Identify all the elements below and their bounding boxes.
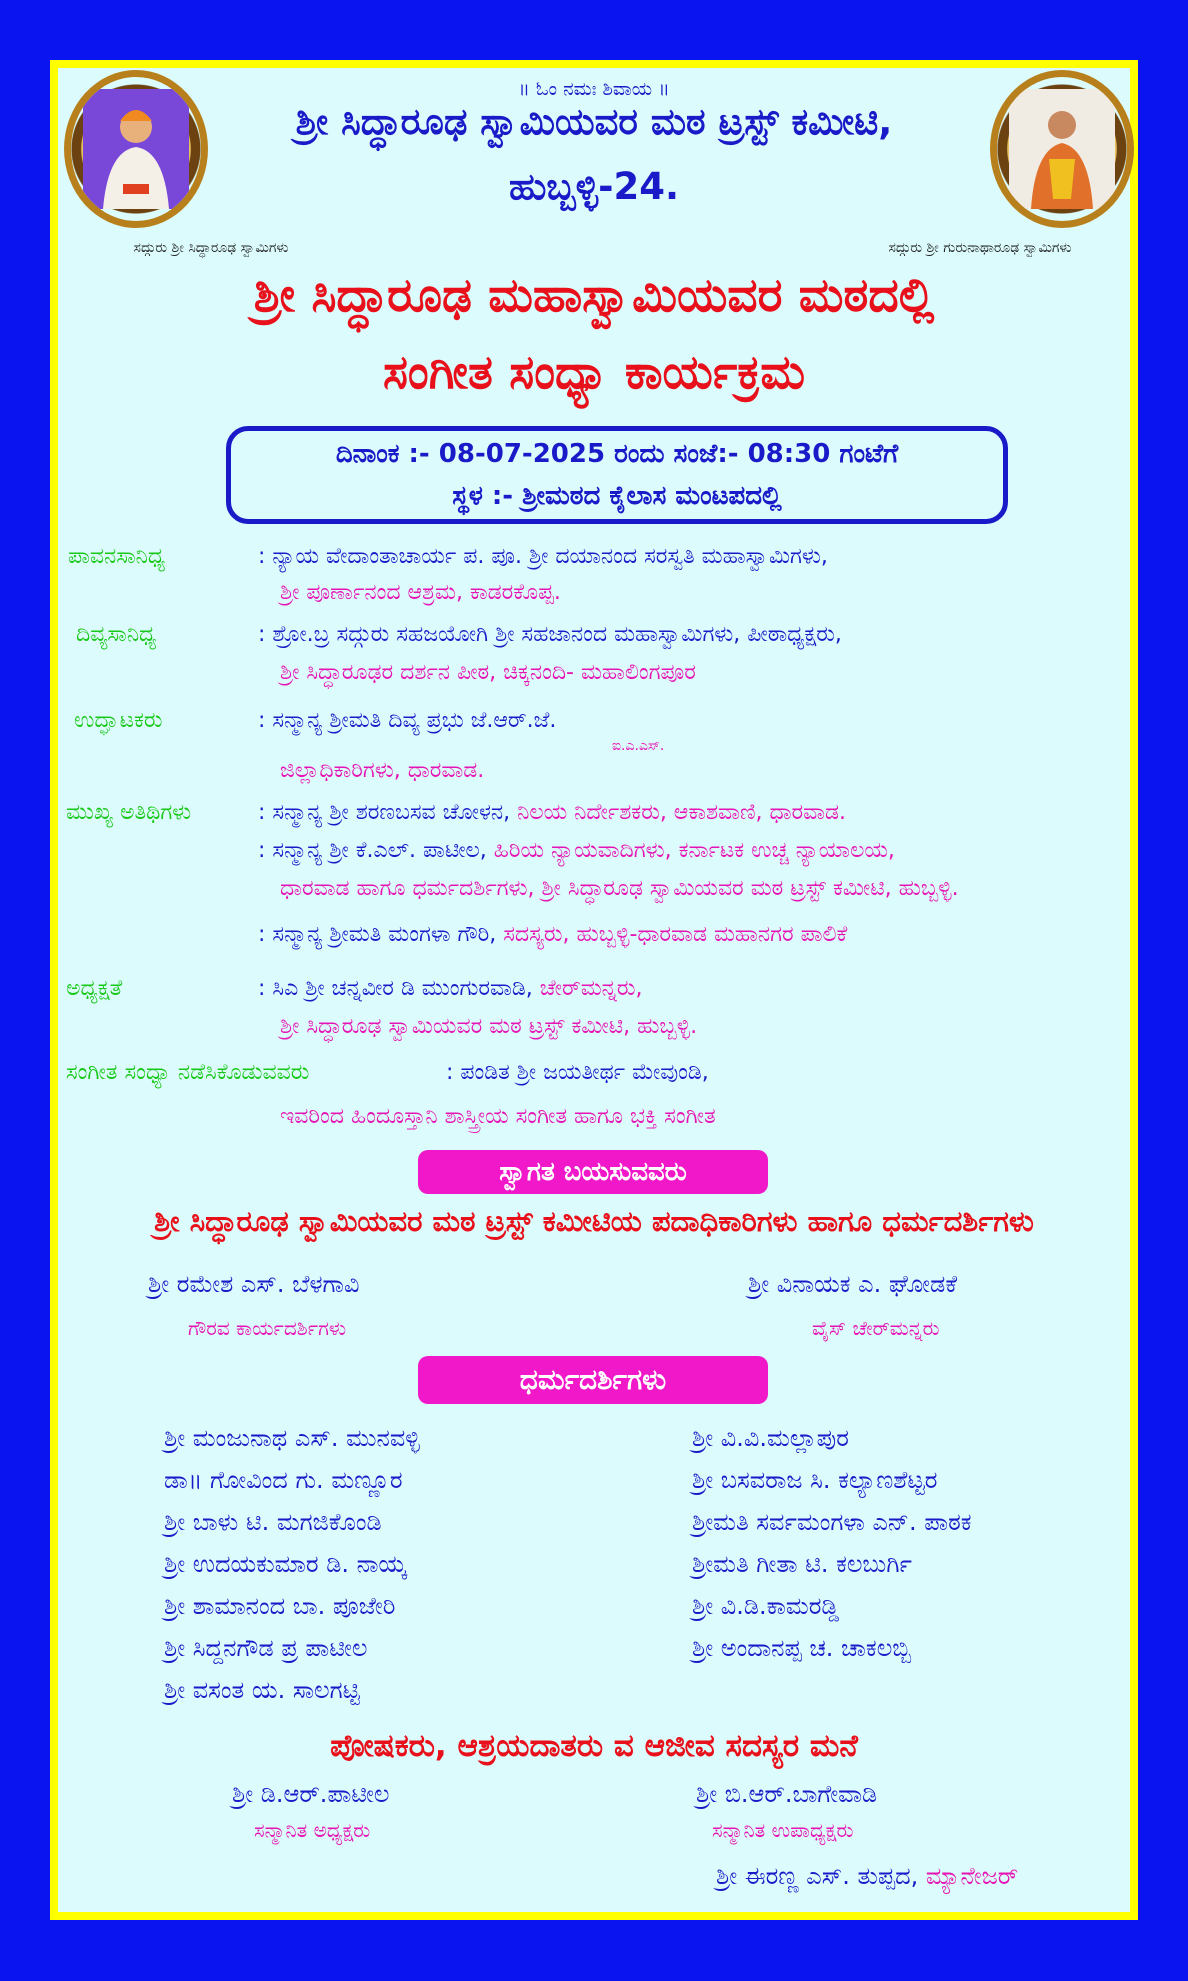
inaugurator-name: : ಸನ್ಮಾನ್ಯ ಶ್ರೀಮತಿ ದಿವ್ಯ ಪ್ರಭು ಜೆ.ಆರ್.ಜೆ. xyxy=(258,708,557,733)
chief-guest-1 xyxy=(258,800,846,825)
invocation: ॥ ಓಂ ನಮಃ ಶಿವಾಯ ॥ xyxy=(518,78,670,100)
right-portrait-figure xyxy=(1009,89,1115,209)
presidency-name: : ಸಿಎ ಶ್ರೀ ಚನ್ನವೀರ ಡಿ ಮುಂಗುರವಾಡಿ, xyxy=(258,976,533,1001)
welcome-right-role: ವೈಸ್ ಚೇರ್‌ಮನ್ನರು xyxy=(812,1316,940,1340)
left-portrait xyxy=(64,70,208,228)
performer-label: ಸಂಗೀತ ಸಂಧ್ಯಾ ನಡೆಸಿಕೊಡುವವರು xyxy=(66,1060,310,1085)
trustee-right-5: ಶ್ರೀ ವಿ.ಡಿ.ಕಾಮರಡ್ಡಿ xyxy=(692,1592,840,1620)
chief-guest-1-name: : ಸನ್ಮಾನ್ಯ ಶ್ರೀ ಶರಣಬಸವ ಚೋಳನ, xyxy=(258,800,511,825)
date-line: ದಿನಾಂಕ :- 08-07-2025 ರಂದು ಸಂಜೆ:- 08:30 ಗಂಟೆಗೆ xyxy=(335,439,899,469)
inaugurator-suffix: ಐ.ಎ.ಎಸ್. xyxy=(612,738,665,754)
patron-right-name: ಶ್ರೀ ಬಿ.ಆರ್.ಬಾಗೇವಾಡಿ xyxy=(696,1780,878,1808)
trustee-right-6: ಶ್ರೀ ಅಂದಾನಪ್ಪ ಚ. ಚಾಕಲಬ್ಬಿ xyxy=(692,1634,912,1662)
patron-right-role: ಸನ್ಮಾನಿತ ಉಪಾಧ್ಯಕ್ಷರು xyxy=(712,1818,854,1842)
place-line: ಸ್ಥಳ :- ಶ್ರೀಮಠದ ಕೈಲಾಸ ಮಂಟಪದಲ್ಲಿ xyxy=(452,481,782,511)
divya-place: ಶ್ರೀ ಸಿದ್ಧಾರೂಢರ ದರ್ಶನ ಪೀಠ, ಚಿಕ್ಕನಂದಿ- ಮಹಾಲಿಂಗಪೂರ xyxy=(280,660,696,685)
divya-label: ದಿವ್ಯಸಾನಿಧ್ಯ xyxy=(76,622,157,647)
right-portrait-caption: ಸದ್ಗುರು ಶ್ರೀ ಗುರುನಾಥಾರೂಢ ಸ್ವಾಮಿಗಳು xyxy=(888,240,1072,256)
patron-left-name: ಶ್ರೀ ಡಿ.ಆರ್.ಪಾಟೀಲ xyxy=(232,1780,390,1808)
welcome-pill: ಸ್ವಾಗತ ಬಯಸುವವರು xyxy=(418,1150,768,1194)
chief-guest-2-role: ಹಿರಿಯ ನ್ಯಾಯವಾದಿಗಳು, ಕರ್ನಾಟಕ ಉಚ್ಚ ನ್ಯಾಯಾಲಯ, xyxy=(486,838,895,863)
trustee-right-4: ಶ್ರೀಮತಿ ಗೀತಾ ಟಿ. ಕಲಬುರ್ಗಿ xyxy=(692,1550,912,1578)
chief-guests-label: ಮುಖ್ಯ ಅತಿಥಿಗಳು xyxy=(66,800,192,825)
trustee-left-2: ಡಾ॥ ಗೋವಿಂದ ಗು. ಮಣ್ಣೂರ xyxy=(164,1466,403,1494)
right-portrait xyxy=(990,70,1134,228)
chief-guest-3-role: ಸದಸ್ಯರು, ಹುಬ್ಬಳ್ಳಿ-ಧಾರವಾಡ ಮಹಾನಗರ ಪಾಲಿಕೆ xyxy=(496,922,848,947)
manager-role: ಮ್ಯಾನೇಜರ್ xyxy=(918,1862,1019,1890)
trustee-left-3: ಶ್ರೀ ಬಾಳು ಟಿ. ಮಗಜಿಕೊಂಡಿ xyxy=(164,1508,382,1536)
trust-name: ಶ್ರೀ ಸಿದ್ಧಾರೂಢ ಸ್ವಾಮಿಯವರ ಮಠ ಟ್ರಸ್ಟ್ ಕಮೀಟಿ, xyxy=(295,100,893,143)
chief-guest-2-name: : ಸನ್ಮಾನ್ಯ ಶ್ರೀ ಕೆ.ಎಲ್. ಪಾಟೀಲ, xyxy=(258,838,487,863)
welcome-right-name: ಶ್ರೀ ವಿನಾಯಕ ಎ. ಘೋಡಕೆ xyxy=(748,1270,958,1298)
pavana-label: ಪಾವನಸಾನಿಧ್ಯ xyxy=(68,544,166,569)
divya-name: : ಶ್ರೋ.ಬ್ರ ಸದ್ಗುರು ಸಹಜಯೋಗಿ ಶ್ರೀ ಸಹಜಾನಂದ ಮಹಾಸ್ವಾಮಿಗಳು, ಪೀಠಾಧ್ಯಕ್ಷರು, xyxy=(258,622,842,647)
title-line-2: ಸಂಗೀತ ಸಂಧ್ಯಾ ಕಾರ್ಯಕ್ರಮ xyxy=(382,345,806,400)
chief-guest-2-role-cont: ಧಾರವಾಡ ಹಾಗೂ ಧರ್ಮದರ್ಶಿಗಳು, ಶ್ರೀ ಸಿದ್ಧಾರೂಢ ಸ್ವಾಮಿಯವರ ಮಠ ಟ್ರಸ್ಟ್ ಕಮೀಟಿ, ಹುಬ್ಬಳ್ಳಿ. xyxy=(280,876,959,901)
presidency-label: ಅಧ್ಯಕ್ಷತೆ xyxy=(66,976,123,1001)
performer-name: : ಪಂಡಿತ ಶ್ರೀ ಜಯತೀರ್ಥ ಮೇವುಂಡಿ, xyxy=(446,1060,709,1085)
chief-guest-3-name: : ಸನ್ಮಾನ್ಯ ಶ್ರೀಮತಿ ಮಂಗಳಾ ಗೌರಿ, xyxy=(258,922,497,947)
manager-name: ಶ್ರೀ ಈರಣ್ಣ ಎಸ್. ತುಪ್ಪದ, xyxy=(716,1862,919,1890)
trustee-left-6: ಶ್ರೀ ಸಿದ್ದನಗೌಡ ಪ್ರ ಪಾಟೀಲ xyxy=(164,1634,368,1662)
inaugurator-role: ಜಿಲ್ಲಾಧಿಕಾರಿಗಳು, ಧಾರವಾಡ. xyxy=(280,758,485,783)
trustees-pill: ಧರ್ಮದರ್ಶಿಗಳು xyxy=(418,1356,768,1404)
presidency-line xyxy=(258,976,643,1001)
welcome-left-role: ಗೌರವ ಕಾರ್ಯದರ್ಶಿಗಳು xyxy=(188,1316,347,1340)
left-portrait-figure xyxy=(83,89,189,209)
performer-role: ಇವರಿಂದ ಹಿಂದೂಸ್ತಾನಿ ಶಾಸ್ತ್ರೀಯ ಸಂಗೀತ ಹಾಗೂ ಭಕ್ತಿ ಸಂಗೀತ xyxy=(280,1104,716,1129)
presidency-role: ಚೇರ್‌ಮನ್ನರು, xyxy=(532,976,643,1001)
trustee-left-1: ಶ್ರೀ ಮಂಜುನಾಥ ಎಸ್. ಮುನವಳ್ಳಿ xyxy=(164,1424,420,1452)
patrons-heading: ಪೋಷಕರು, ಆಶ್ರಯದಾತರು ವ ಆಜೀವ ಸದಸ್ಯರ ಮನೆ xyxy=(330,1728,858,1764)
welcome-heading: ಶ್ರೀ ಸಿದ್ಧಾರೂಢ ಸ್ವಾಮಿಯವರ ಮಠ ಟ್ರಸ್ಟ್ ಕಮೀಟಿಯ ಪದಾಧಿಕಾರಿಗಳು ಹಾಗೂ ಧರ್ಮದರ್ಶಿಗಳು xyxy=(154,1204,1034,1238)
inaugurator-label: ಉದ್ಘಾಟಕರು xyxy=(74,708,163,733)
trustee-left-5: ಶ್ರೀ ಶಾಮಾನಂದ ಬಾ. ಪೂಜೇರಿ xyxy=(164,1592,396,1620)
chief-guest-3 xyxy=(258,922,847,947)
trustee-left-7: ಶ್ರೀ ವಸಂತ ಯ. ಸಾಲಗಟ್ಟಿ xyxy=(164,1676,360,1704)
trustee-left-4: ಶ್ರೀ ಉದಯಕುಮಾರ ಡಿ. ನಾಯ್ಕ xyxy=(164,1550,407,1578)
pavana-name: : ನ್ಯಾಯ ವೇದಾಂತಾಚಾರ್ಯ ಪ. ಪೂ. ಶ್ರೀ ದಯಾನಂದ ಸರಸ್ವತಿ ಮಹಾಸ್ವಾಮಿಗಳು, xyxy=(258,544,828,569)
trust-city: ಹುಬ್ಬಳ್ಳಿ-24. xyxy=(508,165,680,208)
title-line-1: ಶ್ರೀ ಸಿದ್ಧಾರೂಢ ಮಹಾಸ್ವಾಮಿಯವರ ಮಠದಲ್ಲಿ xyxy=(253,268,935,323)
venue-box xyxy=(226,426,1008,524)
left-portrait-caption: ಸದ್ಗುರು ಶ್ರೀ ಸಿದ್ಧಾರೂಢ ಸ್ವಾಮಿಗಳು xyxy=(133,240,289,256)
trustee-right-2: ಶ್ರೀ ಬಸವರಾಜ ಸಿ. ಕಲ್ಯಾಣಶೆಟ್ಟರ xyxy=(692,1466,938,1494)
presidency-role-cont: ಶ್ರೀ ಸಿದ್ಧಾರೂಢ ಸ್ವಾಮಿಯವರ ಮಠ ಟ್ರಸ್ಟ್ ಕಮೀಟಿ, ಹುಬ್ಬಳ್ಳಿ. xyxy=(280,1014,698,1039)
pavana-place: ಶ್ರೀ ಪೂರ್ಣಾನಂದ ಆಶ್ರಮ, ಕಾಡರಕೊಪ್ಪ. xyxy=(280,580,561,605)
manager-line xyxy=(716,1862,1018,1890)
patron-left-role: ಸನ್ಮಾನಿತ ಅಧ್ಯಕ್ಷರು xyxy=(254,1818,371,1842)
trustee-right-3: ಶ್ರೀಮತಿ ಸರ್ವಮಂಗಳಾ ಎನ್. ಪಾಠಕ xyxy=(692,1508,972,1536)
chief-guest-1-role: ನಿಲಯ ನಿರ್ದೇಶಕರು, ಆಕಾಶವಾಣಿ, ಧಾರವಾಡ. xyxy=(510,800,847,825)
trustee-right-1: ಶ್ರೀ ವಿ.ವಿ.ಮಲ್ಲಾಪುರ xyxy=(692,1424,849,1452)
chief-guest-2 xyxy=(258,838,895,863)
welcome-left-name: ಶ್ರೀ ರಮೇಶ ಎಸ್. ಬೆಳಗಾವಿ xyxy=(148,1270,360,1298)
